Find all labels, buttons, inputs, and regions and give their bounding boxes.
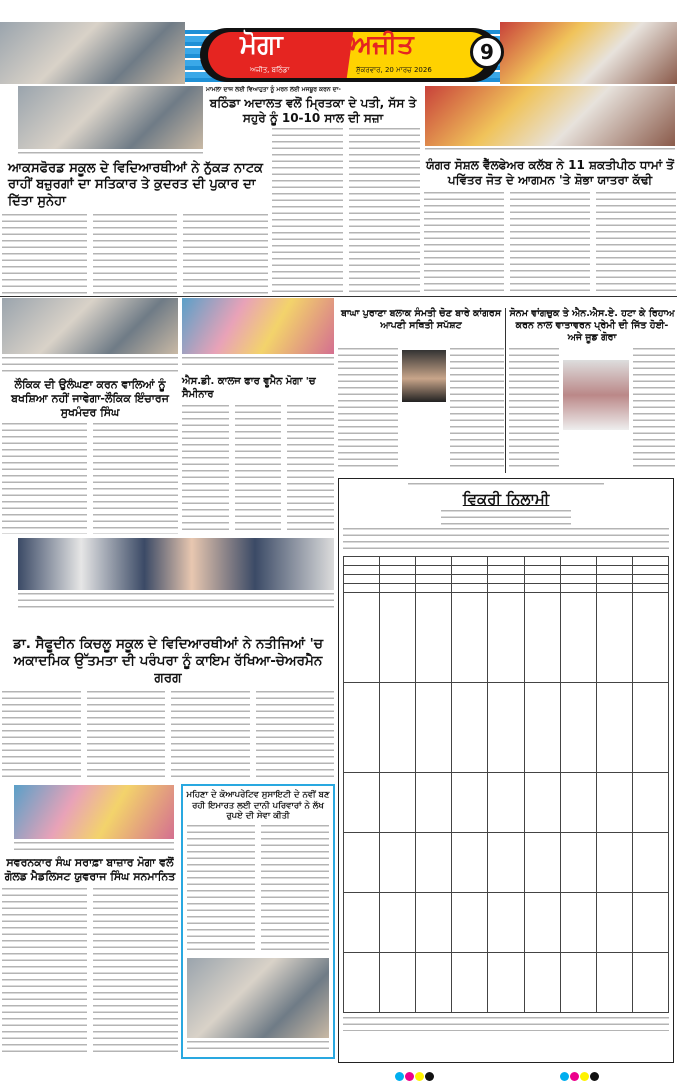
masthead-right-image — [500, 22, 677, 84]
traffic-body — [2, 423, 178, 534]
swarnkar-caption — [14, 842, 174, 852]
seminar-photo — [182, 298, 334, 354]
kitchlu-body — [2, 691, 334, 780]
sonam-article — [509, 308, 675, 473]
yatra-article — [424, 158, 676, 294]
notice-title: ਵਿਕਰੀ ਨਿਲਾਮੀ — [462, 490, 550, 508]
swarnkar-article — [2, 856, 178, 1056]
divider — [505, 308, 506, 473]
notice-table — [343, 556, 669, 1013]
yatra-photo — [425, 86, 675, 146]
swarnkar-body — [2, 888, 178, 1057]
kitchlu-headline: ਡਾ. ਸੈਫੂਦੀਨ ਕਿਚਲੂ ਸਕੂਲ ਦੇ ਵਿਦਿਆਰਥੀਆਂ ਨੇ ਨਤੀਜਿਆਂ 'ਚ ਅਕਾਦਮਿਕ ਉੱਤਮਤਾ ਦੀ ਪਰੰਪਰਾ ਨੂੰ ਕਾਇਮ ਰੱਖਿਆ-ਚੇਅਰਮੈਨ ਗਰਗ — [13, 636, 323, 686]
kitchlu-photo — [18, 538, 334, 590]
masthead-name-part2: ਅਜੀਤ — [350, 30, 414, 60]
yatra-body — [424, 192, 676, 294]
nukkad-headline: ਆਕਸਫੋਰਡ ਸਕੂਲ ਦੇ ਵਿਦਿਆਰਥੀਆਂ ਨੇ ਨੁੱਕੜ ਨਾਟਕ ਰਾਹੀਂ ਬਜ਼ੁਰਗਾਂ ਦਾ ਸਤਿਕਾਰ ਤੇ ਕੁਦਰਤ ਦੀ ਪੁਕਾਰ ਦਾ ਦਿੱਤਾ ਸੁਨੇਹਾ — [8, 161, 264, 209]
traffic-article — [2, 378, 178, 534]
baghapurana-article — [338, 308, 504, 473]
yatra-caption — [425, 148, 675, 154]
divider — [0, 296, 677, 297]
color-registration-marks — [395, 1066, 435, 1085]
kitchlu-caption — [18, 593, 334, 611]
gurdwara-article — [181, 784, 335, 1059]
color-registration-marks — [560, 1066, 600, 1085]
traffic-photo — [2, 298, 178, 354]
page-number: 9 — [470, 35, 504, 69]
court-body — [272, 128, 420, 295]
gurdwara-photo — [187, 958, 329, 1038]
sonam-headline: ਸੋਨਮ ਵਾਂਗਚੁਕ ਤੇ ਐਨ.ਐਸ.ਏ. ਹਟਾ ਕੇ ਰਿਹਾਅ ਕਰਨ ਨਾਲ ਵਾਤਾਵਰਨ ਪ੍ਰੇਮੀ ਦੀ ਜਿੱਤ ਹੋਈ-ਅਜੇ ਜੂਡ ਗੋਰਾ — [509, 308, 675, 343]
nukkad-photo — [18, 86, 203, 149]
gurdwara-body — [183, 825, 333, 955]
masthead-name-part1: ਮੋਗਾ — [240, 30, 283, 60]
seminar-body — [182, 405, 334, 534]
court-kicker: ਮਾਮਲਾ ਦਾਜ ਲਈ ਵਿਆਹੁਤਾ ਨੂੰ ਮਰਨ ਲਈ ਮਜਬੂਰ ਕਰਨ ਦਾ- — [206, 86, 341, 93]
court-article — [206, 86, 420, 294]
court-headline: ਬਠਿੰਡਾ ਅਦਾਲਤ ਵਲੋਂ ਮ੍ਰਿਤਕਾ ਦੇ ਪਤੀ, ਸੱਸ ਤੇ ਸਹੁਰੇ ਨੂੰ 10-10 ਸਾਲ ਦੀ ਸਜ਼ਾ — [209, 95, 417, 125]
nukkad-caption — [18, 152, 203, 158]
kitchlu-article — [2, 636, 334, 780]
edition-label: ਅਜੀਤ, ਬਠਿੰਡਾ — [250, 66, 290, 74]
masthead-left-image — [0, 22, 185, 84]
seminar-article — [182, 376, 334, 534]
portrait-photo — [402, 350, 446, 402]
swarnkar-photo — [14, 785, 174, 839]
traffic-headline: ਲੌਕਿਕ ਦੀ ਉਲੰਘਣਾ ਕਰਨ ਵਾਲਿਆਂ ਨੂੰ ਬਖਸ਼ਿਆ ਨਹੀਂ ਜਾਵੇਗਾ-ਲੌਕਿਕ ਇੰਚਾਰਜ ਸੁਖਮੰਦਰ ਸਿੰਘ — [11, 378, 169, 419]
gurdwara-headline: ਮਹਿਣਾ ਦੇ ਕੋਆਪਰੇਟਿਵ ਸੁਸਾਇਟੀ ਦੇ ਨਵੀਂ ਬਣ ਰਹੀ ਇਮਾਰਤ ਲਈ ਦਾਨੀ ਪਰਿਵਾਰਾਂ ਨੇ ਲੱਖ ਰੁਪਏ ਦੀ ਸੇਵਾ ਕੀਤੀ — [186, 790, 330, 822]
baghapurana-headline: ਬਾਘਾ ਪੁਰਾਣਾ ਬਲਾਕ ਸੰਮਤੀ ਚੋਣ ਬਾਰੇ ਕਾਂਗਰਸ ਆਪਣੀ ਸਥਿਤੀ ਸਪੱਸ਼ਟ — [340, 308, 502, 331]
traffic-caption — [2, 357, 178, 375]
seminar-caption — [182, 357, 334, 369]
seminar-headline: ਐਸ.ਡੀ. ਕਾਲਜ ਫਾਰ ਵੂਮੈਨ ਮੋਗਾ 'ਚ ਸੈਮੀਨਾਰ — [182, 376, 316, 400]
date-label: ਸ਼ੁੱਕਰਵਾਰ, 20 ਮਾਰਚ 2026 — [356, 66, 432, 74]
yatra-headline: ਯੰਗਰ ਸੋਸ਼ਲ ਵੈੱਲਫੇਅਰ ਕਲੱਬ ਨੇ 11 ਸ਼ਕਤੀਪੀਠ ਧਾਮਾਂ ਤੋਂ ਪਵਿੱਤਰ ਜੋਤ ਦੇ ਆਗਮਨ 'ਤੇ ਸ਼ੋਭਾ ਯਾਤਰਾ ਕੱਢੀ — [426, 158, 674, 187]
sale-notice — [338, 478, 674, 1063]
portrait-photo — [563, 360, 629, 430]
swarnkar-headline: ਸਵਰਨਕਾਰ ਸੰਘ ਸਰਾਫ਼ਾ ਬਾਜ਼ਾਰ ਮੋਗਾ ਵਲੋਂ ਗੋਲਡ ਮੈਡਲਿਸਟ ਯੁਵਰਾਜ ਸਿੰਘ ਸਨਮਾਨਿਤ — [4, 856, 176, 883]
